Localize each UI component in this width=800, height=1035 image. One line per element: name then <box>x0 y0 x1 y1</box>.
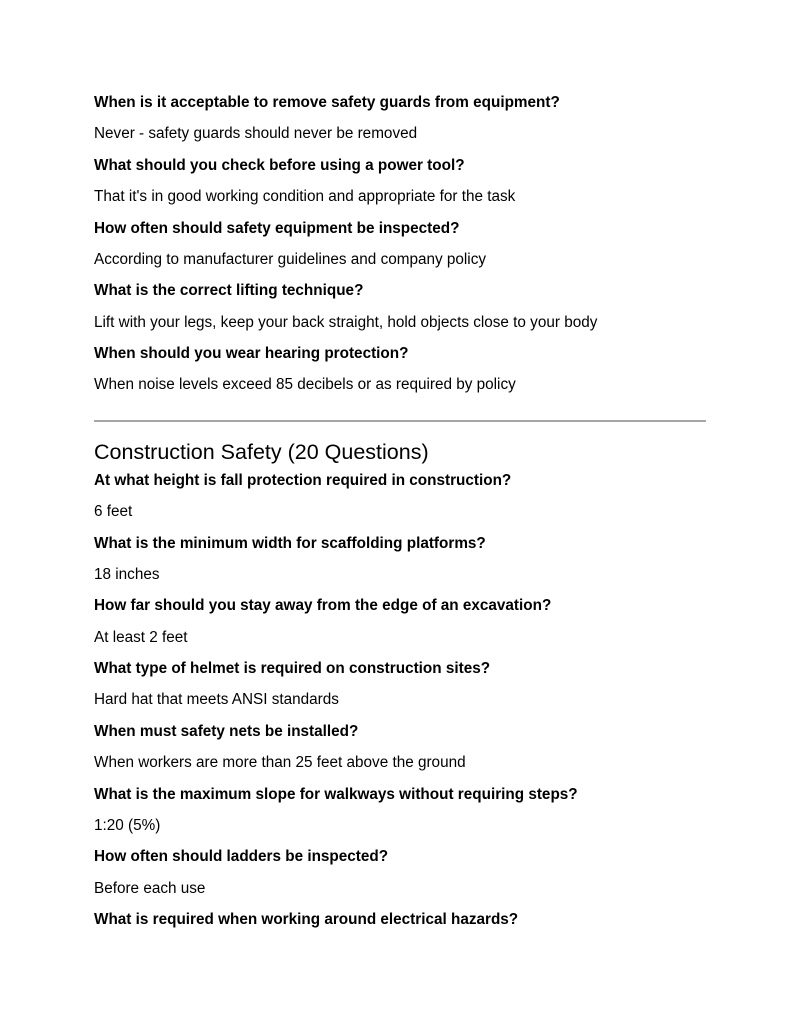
question-text: What is the minimum width for scaffolding platforms? <box>94 535 486 552</box>
section-heading: Construction Safety (20 Questions) <box>94 440 429 464</box>
answer-text: According to manufacturer guidelines and company policy <box>94 251 486 268</box>
answer-text: 18 inches <box>94 566 160 583</box>
answer-text: At least 2 feet <box>94 629 188 646</box>
question-text: What is the maximum slope for walkways without requiring steps? <box>94 786 578 803</box>
answer-text: Lift with your legs, keep your back straight, hold objects close to your body <box>94 314 598 331</box>
question-text: How far should you stay away from the edge of an excavation? <box>94 597 552 614</box>
answer-text: 6 feet <box>94 503 133 520</box>
question-text: How often should ladders be inspected? <box>94 848 389 865</box>
answer-text: When noise levels exceed 85 decibels or as required by policy <box>94 376 516 393</box>
question-text: What type of helmet is required on construction sites? <box>94 660 491 677</box>
question-text: When is it acceptable to remove safety guards from equipment? <box>94 94 560 111</box>
question-text: When must safety nets be installed? <box>94 723 359 740</box>
answer-text: That it's in good working condition and appropriate for the task <box>94 188 516 205</box>
question-text: At what height is fall protection required in construction? <box>94 472 512 489</box>
answer-text: When workers are more than 25 feet above the ground <box>94 754 466 771</box>
answer-text: Before each use <box>94 880 206 897</box>
question-text: What is required when working around electrical hazards? <box>94 911 519 928</box>
question-text: What is the correct lifting technique? <box>94 282 364 299</box>
question-text: How often should safety equipment be inspected? <box>94 220 460 237</box>
question-text: What should you check before using a power tool? <box>94 157 465 174</box>
answer-text: Never - safety guards should never be removed <box>94 125 418 142</box>
answer-text: Hard hat that meets ANSI standards <box>94 691 339 708</box>
answer-text: 1:20 (5%) <box>94 817 161 834</box>
question-text: When should you wear hearing protection? <box>94 345 409 362</box>
horizontal-rule <box>94 420 706 422</box>
